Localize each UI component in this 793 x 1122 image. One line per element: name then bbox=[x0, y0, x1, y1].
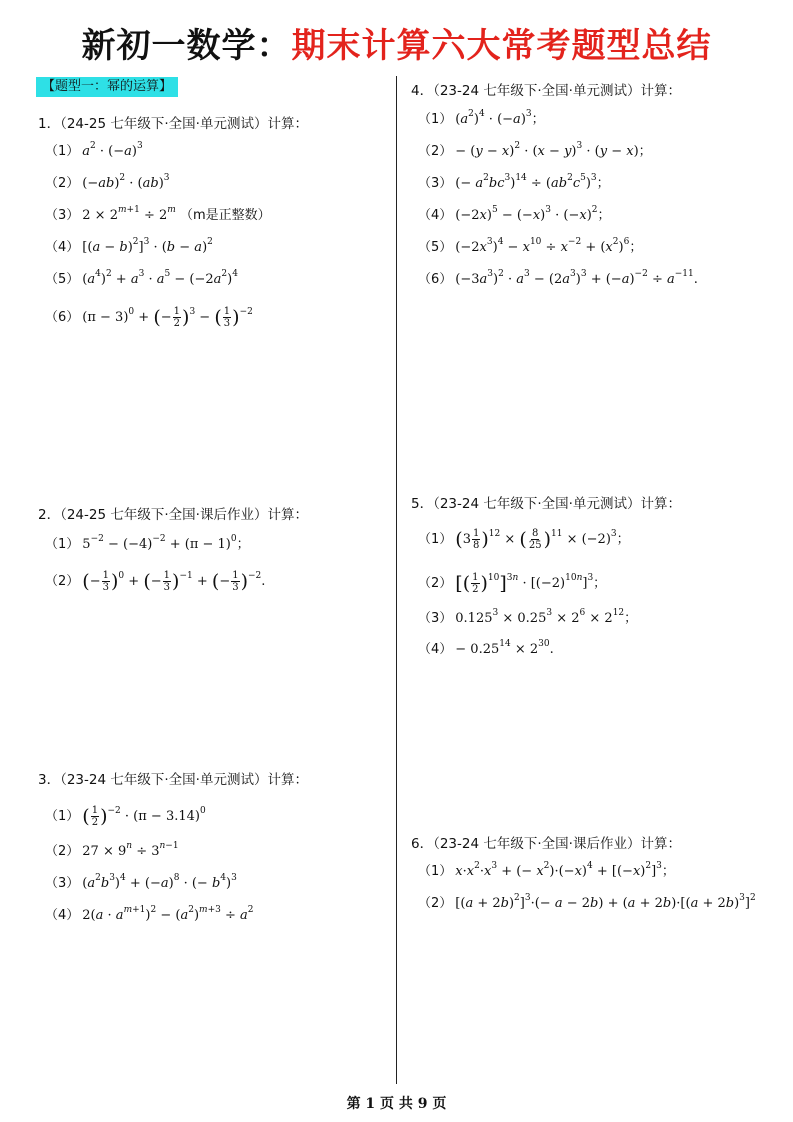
question-4-header bbox=[411, 79, 681, 99]
page-title bbox=[0, 18, 793, 67]
q6-item-1: （1） $x\cdot x^2\cdot x^3$ + (− $x^2)\cdot(-x)^4 + [(-x)^2]^3$； bbox=[418, 861, 675, 879]
question-source: （23-24 七年级下·全国·课后作业）计算： bbox=[433, 836, 681, 852]
q3-item-4: （4） $2(a \cdot a^{m+1})^2 - (a^2)^{m+3} \div a^2$ bbox=[45, 905, 254, 923]
q5-item-1: （1） (3 $\frac{1}{8}$ )$^{12}$ × ( $\frac{8}{25}$ )$^{11} \times (-2)^3$； bbox=[418, 528, 630, 551]
question-5-header bbox=[411, 492, 681, 512]
q5-item-2: （2） [( $\frac{1}{2}$ )$^{10}]^{3n} \cdot [(-2)^{10n}]^3$； bbox=[418, 572, 607, 595]
question-number: 4． bbox=[411, 83, 434, 99]
q5-item-4: $(4) - 0.25^{14} \times 2^{30}$. bbox=[418, 639, 554, 657]
q4-item-5: （5） $(-2x^3)^4 - x^{10} \div x^{-2} + (x^2)^6$； bbox=[418, 237, 643, 255]
q4-item-6: （6） $(-3a^3)^2 \cdot a^3 - (2a^3)^3 + (-a)^{-2} \div a^{-11}$. bbox=[418, 269, 698, 287]
q5-item-3: （3） $0.125^3 \times 0.25^3 \times 2^6 \times 2^{12}$； bbox=[418, 608, 638, 626]
question-number: 6． bbox=[411, 836, 434, 852]
q1-item-1: （1） $a^2 \cdot (-a)^3$ bbox=[45, 141, 143, 159]
question-source: （23-24 七年级下·全国·单元测试）计算： bbox=[433, 496, 681, 512]
q1-item-2: （2） $(-ab)^2 \cdot (ab)^3$ bbox=[45, 173, 170, 191]
q4-item-3: （3） (− $a^2bc^3)^{14} \div (ab^2c^5)^3$； bbox=[418, 173, 610, 191]
question-number: 2． bbox=[38, 507, 61, 523]
q3-item-3: （3） $(a^2b^3)^4 + (-a)^8$ · (− $b^4)^3$ bbox=[45, 873, 237, 891]
question-source: （23-24 七年级下·全国·单元测试）计算： bbox=[433, 83, 681, 99]
section-tag: 【题型一：幂的运算】 bbox=[36, 77, 178, 97]
q1-item-3: （3） $2 \times 2^{m+1} \div 2^m$ （m是正整数） bbox=[45, 205, 271, 223]
q2-item-2: （2） (− $\frac{1}{3}$ )$^0$ + (− $\frac{1}{3}$ )$^{-1}$ + (− $\frac{1}{3}$ )$^{-2}$. bbox=[45, 570, 266, 593]
question-number: 5． bbox=[411, 496, 434, 512]
q3-item-2: （2） $27 \times 9^n \div 3^{n-1}$ bbox=[45, 841, 179, 859]
q4-item-1: （1） $(a^2)^4 \cdot (-a)^3$； bbox=[418, 109, 545, 127]
question-1-header bbox=[38, 112, 308, 132]
question-2-header bbox=[38, 503, 308, 523]
question-number: 3． bbox=[38, 772, 61, 788]
column-divider bbox=[396, 76, 397, 1084]
question-6-header bbox=[411, 832, 681, 852]
page-footer: 第 1 页 共 9 页 bbox=[346, 1096, 447, 1112]
q2-item-1: （1） $5^{-2} - (-4)^{-2} + (\pi - 1)^0$； bbox=[45, 534, 250, 552]
q1-item-6: （6） $(\pi - 3)^0$ + (− $\frac{1}{2}$ )$^3$ − ( $\frac{1}{3}$ )$^{-2}$ bbox=[45, 306, 253, 329]
q6-item-2: （2） $[(a + 2b)^2]^3\cdot(- a - 2b) + (a + 2b)\cdot[(a + 2b)^3]^2$ bbox=[418, 893, 756, 911]
question-source: （24-25 七年级下·全国·课后作业）计算： bbox=[60, 507, 308, 523]
question-3-header bbox=[38, 768, 308, 788]
title-red-part: 期末计算六大常考题型总结 bbox=[291, 26, 712, 66]
q1-item-5: （5） $(a^4)^2 + a^3 \cdot a^5 - (-2a^2)^4$ bbox=[45, 269, 238, 287]
q4-item-4: （4） $(-2x)^5 - (-x)^3 \cdot (-x)^2$； bbox=[418, 205, 611, 223]
q1-item-4: （4） $[(a - b)^2]^3 \cdot (b - a)^2$ bbox=[45, 237, 213, 255]
title-black-part: 新初一数学： bbox=[81, 26, 292, 66]
q3-item-1: （1） ( $\frac{1}{2}$ )$^{-2} \cdot (\pi - 3.14)^0$ bbox=[45, 805, 206, 828]
question-number: 1． bbox=[38, 116, 61, 132]
question-source: （24-25 七年级下·全国·单元测试）计算： bbox=[60, 116, 308, 132]
question-source: （23-24 七年级下·全国·单元测试）计算： bbox=[60, 772, 308, 788]
q1-item-3-note: （m是正整数） bbox=[179, 208, 271, 223]
q4-item-2: $(2) - (y - x)^2 \cdot (x - y)^3 \cdot (y - x)$； bbox=[418, 141, 652, 159]
